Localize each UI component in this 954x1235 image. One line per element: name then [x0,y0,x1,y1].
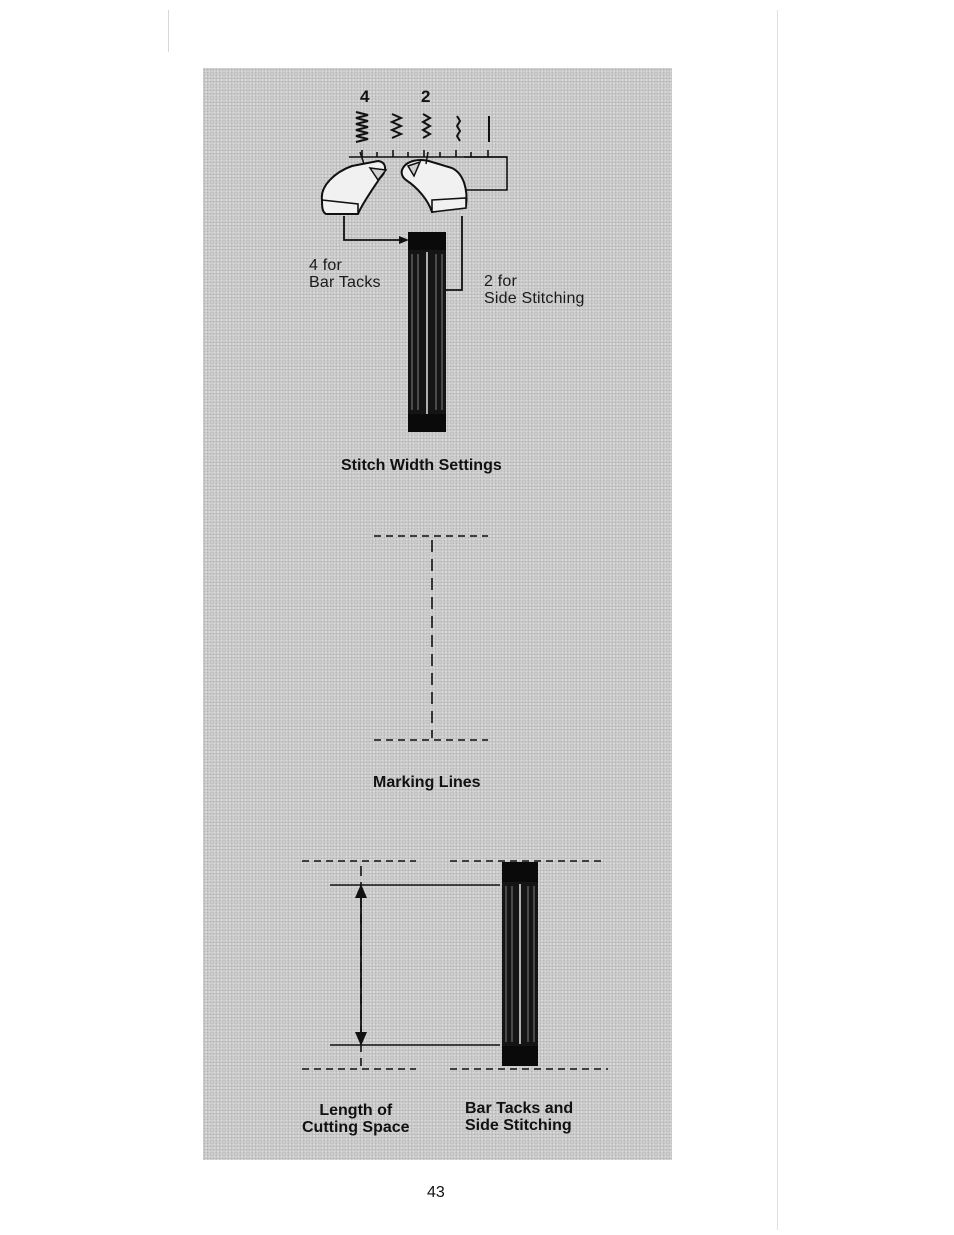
side-stitching-label-line-1: 2 for [484,273,518,290]
side-stitching-label-line-2: Side Stitching [484,289,585,307]
bar-tack-arrowhead [399,236,409,244]
cutting-space-illustration [302,861,608,1069]
cutting-space-caption-line-1: Length of [319,1102,393,1119]
marking-lines-illustration [374,536,488,740]
bar-tacks-caption-line-2: Side Stitching [465,1116,572,1134]
bar-tacks-label-line-2: Bar Tacks [309,273,381,291]
bar-tacks-label [309,258,381,292]
buttonhole-sample-top [408,232,446,432]
dimension-arrow-down [355,1032,367,1046]
bar-tacks-label-line-1: 4 for [309,257,343,274]
dimension-arrow-up [355,884,367,898]
zigzag-symbol-2 [423,114,430,138]
buttonhole-sample-bottom [502,862,538,1066]
zigzag-symbol-3 [392,114,401,138]
stitch-width-settings-caption: Stitch Width Settings [341,457,502,474]
cutting-space-caption-line-2: Cutting Space [302,1118,410,1136]
zigzag-symbol-1 [457,116,460,141]
bar-tack-leader-line [344,216,400,240]
zigzag-symbols [356,112,489,142]
dial-number-4: 4 [360,87,370,106]
bar-tacks-caption-line-1: Bar Tacks and [465,1100,574,1117]
zigzag-symbol-4 [356,112,368,142]
page-number: 43 [427,1184,445,1201]
marking-lines-caption: Marking Lines [373,774,481,791]
side-stitch-leader-line [446,216,462,290]
bar-tacks-side-stitching-caption [465,1101,573,1135]
side-stitching-label [484,274,585,308]
dial-number-2: 2 [421,87,431,106]
length-of-cutting-space-caption [302,1103,410,1137]
